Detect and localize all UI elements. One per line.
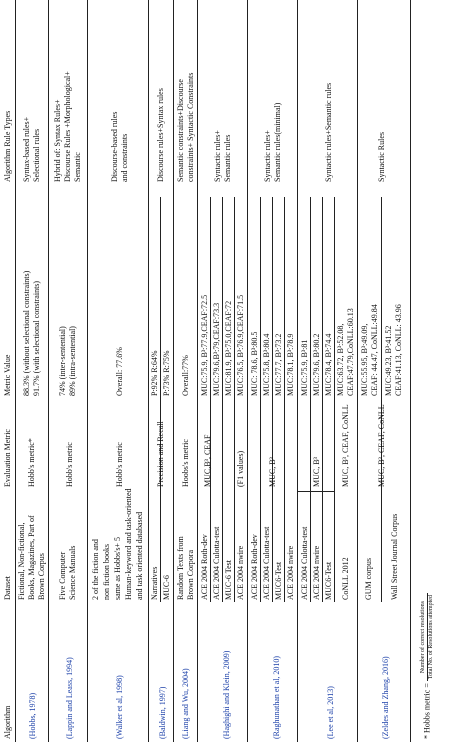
row1-value-1: 88.3% (without selectional constraints) [22,270,31,396]
row6-dataset-1: ACE 2004 Roth-dev [200,534,209,600]
row7-types-2: Semantic rules(minimal) [273,102,282,182]
row-subrule [381,197,382,602]
row6-value-4: MUC:76.5, B³:76.9,CEAF:71.5 [236,294,245,396]
row2-metric: Hobb's metric [65,442,74,487]
row8-value-4: MUC:63.72, B³:52.08, [336,323,345,396]
row3-dataset-1: 2 of the fiction and [91,539,100,600]
row2-value-1: 74% (inter-sentential) [58,326,67,396]
row5-dataset-1: Random Texts from [176,536,185,600]
row6-value-3: MUC:81.9, B³:75.0,CEAF:72 [224,300,233,396]
row-subrule [160,197,161,602]
row1-dataset-2: Books, Magazines, Part of [27,515,36,600]
bottom-rule [410,0,411,742]
row3-dataset-5: and task oriented databased [135,511,144,600]
row-subrule [284,197,285,602]
row-rule [48,0,49,742]
row1-dataset-3: Brown Corpus [37,553,46,600]
row6-metric-2: (F1 values) [236,450,245,487]
row-rule [87,0,88,742]
row6-types-2: Semantic rules [223,134,232,182]
row9-types-1: Syntactic Rules [377,132,386,182]
row-subrule [222,197,223,602]
footnote-prefix: * Hobbs metric = [422,683,432,739]
row3-dataset-3: same as Hobbs's+ 5 [113,536,122,600]
row2-types-3: Semantic [73,152,82,182]
row8-types-1: Syntactic rules+Semantic rules [324,82,333,182]
row7-value-2: MUC:75.8, B³:80.4 [262,333,271,396]
metric-divider [297,491,334,492]
row7-dataset-2: ACE 2004 Culotta-test [262,526,271,600]
row8-metric-2: MUC, B³, CEAF, CoNLL [341,404,350,487]
row-rule [247,0,248,742]
row-subrule [322,197,323,602]
row-rule [173,0,174,742]
row3-dataset-4: Human-keyword and task-oriented [124,488,133,600]
row8-metric-1: MUC, B³ [312,457,321,487]
row-rule [148,0,149,742]
footnote-numerator: Number of correct resolutions [420,593,428,681]
row2-types-1: Hybrid of: Syntax Rules+ [53,99,62,182]
row3-algorithm[interactable]: (Walker et al, 1998) [115,675,124,739]
row4-dataset-2: MUC-6 [162,575,171,600]
row9-algorithm[interactable]: (Zeldes and Zhang, 2016) [381,656,390,739]
row2-algorithm[interactable]: (Lappin and Leass, 1994) [65,657,74,739]
row-subrule [260,197,261,602]
row7-value-3: MUC:77.7, B³:73.2 [274,333,283,396]
row-rule [197,0,198,742]
row-subrule [234,197,235,602]
row-rule [357,0,358,742]
row1-dataset-1: Fictional, Non-fictional, [17,522,26,600]
row4-value-2: P:73% R:75% [162,350,171,396]
row6-dataset-2: ACE 2004 Culotta-test [212,526,221,600]
row8-value-5: CEAF:47.79,CoNLL:60.13 [346,308,355,396]
row-rule [297,0,298,742]
row9-dataset-1: GUM corpus [364,558,373,600]
row4-value-1: P:92% R:64% [150,350,159,396]
row6-metric-1: MUC,B³, CEAF [203,434,212,487]
row7-types-1: Syntactic rules+ [263,130,272,182]
row8-dataset-2: ACE 2004 nwire [312,545,321,600]
row2-value-2: 89% (intra-sentential) [68,326,77,396]
row7-algorithm[interactable]: (Raghunathan et al, 2010) [272,655,281,739]
row9-value-3: MUC:49.23, B³:41.52 [384,325,393,396]
row7-dataset-4: ACE 2004 nwire [286,545,295,600]
footnote [420,593,435,739]
row4-dataset-1: Narratives [150,566,159,600]
header-value: Metric Value [3,354,12,396]
row3-value-1: Overall: 77.6% [115,347,124,396]
row9-metric: MUC, B³, CEAF, CoNLL [377,404,386,487]
row7-value-1: MUC: 78.6, B³:80.5 [250,331,259,396]
row1-types-1: Syntax-based rules+ [22,116,31,182]
row7-dataset-3: MUC6-Test [274,561,283,600]
row6-dataset-4: ACE 2004 nwire [236,545,245,600]
row7-dataset-1: ACE 2004 Roth-dev [250,534,259,600]
row1-types-2: Selectional rules [32,128,41,182]
row7-value-4: MUC:78.1, B³:78.9 [286,333,295,396]
row3-types-2: and constraints [120,133,129,182]
row9-value-2: CEAF: 44.47, CoNLL:49.84 [370,304,379,396]
row1-value-2: 91.7% (with selectional constraints) [32,280,41,396]
row4-types-1: Discourse rules+Syntax rules [156,88,165,182]
row8-dataset-3: MUC6-Test [324,561,333,600]
row5-value-1: Overall:77% [181,355,190,396]
row2-types-2: Discourse Rules +Morphological+ [63,71,72,182]
footnote-denominator: Total No. of Resolutions attempted [428,595,434,680]
row9-value-1: MUC:55.95, B³:49.09, [360,323,369,396]
row8-value-2: MUC:79.6, B³:80.2 [312,333,321,396]
row5-algorithm[interactable]: (Liang and Wu, 2004) [181,668,190,739]
row2-dataset-1: Five Computer [58,551,67,600]
row3-metric: Hobb's metric [115,442,124,487]
row8-value-3: MUC:78.4, B³:74.4 [324,333,333,396]
row5-metric: Hoobs's metric [181,439,190,487]
footnote-fraction [420,593,435,681]
row9-value-4: CEAF:41.13, CoNLL: 43.96 [394,304,403,396]
row4-metric: Precision and Recall [156,421,165,487]
row4-algorithm[interactable]: (Baldwin, 1997) [158,686,167,739]
row5-dataset-2: Brown Corpora [186,550,195,600]
row6-dataset-3: MUC-6 Test [224,560,233,600]
row5-types-1: Semantic constraints+Discourse [176,79,185,182]
row7-metric: MUC, B³ [268,457,277,487]
row5-types-2: constraints+ Syntactic Constraints [186,72,195,182]
row8-value-1: MUC:75.9, B³:81 [300,339,309,396]
row9-dataset-2: Wall Street Journal Corpus [390,513,399,600]
header-types: Algorithm Rule Types [3,110,12,182]
row-subrule [310,197,311,602]
row8-dataset-4: CoNLL 2012 [341,557,350,600]
row8-algorithm[interactable]: (Lee et al, 2013) [326,686,335,739]
row-subrule [210,197,211,602]
row2-dataset-2: Science Manuals [68,545,77,600]
header-metric: Evaluation Metric [3,429,12,487]
row6-value-1: MUC:75.9, B³:77.9,CEAF:72.5 [200,294,209,396]
row3-types-1: Discourse-based rules [110,111,119,182]
row6-algorithm[interactable]: (Haghighi and Klein, 2009) [222,650,231,739]
header-rule [15,0,16,742]
row1-algorithm[interactable]: (Hobbs, 1978) [28,692,37,739]
row3-dataset-2: non fiction books [102,544,111,600]
row6-types-1: Syntactic rules+ [213,130,222,182]
row-subrule [334,197,335,602]
row-subrule [272,197,273,602]
row8-dataset-1: ACE 2004 Culotta-test [300,526,309,600]
header-algorithm: Algorithm [3,705,12,739]
row1-metric: Hobb's metric* [27,438,36,487]
header-dataset: Dataset [3,576,12,600]
row6-value-2: MUC:79.6,B³:79,CEAF:73.3 [212,302,221,396]
